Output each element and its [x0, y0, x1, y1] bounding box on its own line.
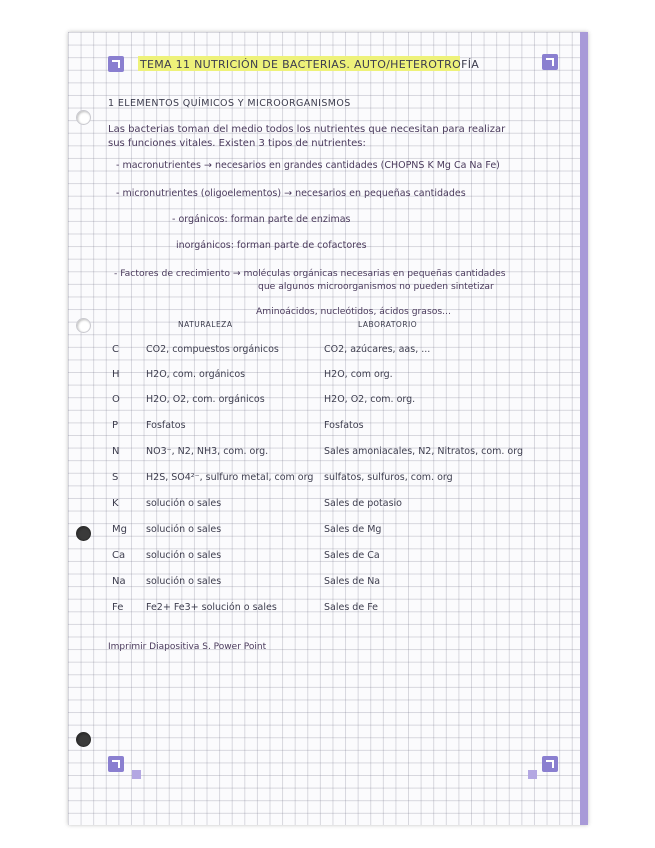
naturaleza-source: solución o sales: [146, 524, 222, 535]
binder-hole: [76, 318, 91, 333]
page-title: TEMA 11 NUTRICIÓN DE BACTERIAS. AUTO/HETEROTROFÍA: [140, 58, 480, 71]
bullet-growth-factors: - Factores de crecimiento → moléculas orgánicas necesarias en pequeñas cantidades: [114, 268, 506, 279]
binder-hole: [76, 110, 91, 125]
table-row: [68, 550, 568, 564]
naturaleza-source: CO2, compuestos orgánicos: [146, 344, 279, 355]
laboratorio-source: Fosfatos: [324, 420, 364, 431]
element-symbol: H: [112, 369, 120, 380]
bullet-organic: - orgánicos: forman parte de enzimas: [172, 214, 351, 225]
notebook-logo-icon: [108, 56, 124, 72]
element-symbol: Na: [112, 576, 126, 587]
laboratorio-source: Sales de Fe: [324, 602, 378, 613]
table-row: [68, 394, 568, 408]
notebook-logo-icon: [108, 756, 124, 772]
laboratorio-source: Sales de potasio: [324, 498, 402, 509]
element-symbol: Ca: [112, 550, 126, 561]
table-row: [68, 576, 568, 590]
notebook-logo-icon: [542, 54, 558, 70]
naturaleza-source: H2O, com. orgánicos: [146, 369, 246, 380]
notebook-sheet: [68, 32, 588, 825]
element-symbol: S: [112, 472, 119, 483]
naturaleza-source: H2O, O2, com. orgánicos: [146, 394, 265, 405]
element-symbol: P: [112, 420, 119, 431]
bullet-micronutrients: - micronutrientes (oligoelementos) → necesarios en pequeñas cantidades: [116, 188, 466, 199]
element-symbol: O: [112, 394, 120, 405]
intro-line-2: sus funciones vitales. Existen 3 tipos de nutrientes:: [108, 138, 366, 149]
element-symbol: N: [112, 446, 120, 457]
bullet-inorganic: inorgánicos: forman parte de cofactores: [176, 240, 367, 251]
corner-square: [132, 770, 141, 779]
naturaleza-source: Fe2+ Fe3+ solución o sales: [146, 602, 277, 613]
laboratorio-source: H2O, com org.: [324, 369, 393, 380]
table-row: [68, 524, 568, 538]
table-row: [68, 420, 568, 434]
naturaleza-source: solución o sales: [146, 576, 222, 587]
naturaleza-source: H2S, SO4²⁻, sulfuro metal, com org: [146, 472, 314, 483]
bullet-growth-factors-cont: que algunos microorganismos no pueden sintetizar: [258, 281, 494, 292]
laboratorio-source: Sales amoniacales, N2, Nitratos, com. org: [324, 446, 524, 457]
table-row: [68, 472, 568, 486]
bullet-macronutrients: - macronutrientes → necesarios en grandes cantidades (CHOPNS K Mg Ca Na Fe): [116, 160, 500, 171]
table-row: [68, 498, 568, 512]
table-row: [68, 602, 568, 616]
table-row: [68, 344, 568, 358]
column-header-laboratorio: LABORATORIO: [358, 320, 418, 329]
column-header-naturaleza: NATURALEZA: [178, 320, 233, 329]
corner-square: [528, 770, 537, 779]
element-symbol: C: [112, 344, 119, 355]
laboratorio-source: CO2, azúcares, aas, ...: [324, 344, 431, 355]
notebook-logo-icon: [542, 756, 558, 772]
naturaleza-source: Fosfatos: [146, 420, 186, 431]
laboratorio-source: Sales de Na: [324, 576, 381, 587]
table-row: [68, 446, 568, 460]
naturaleza-source: solución o sales: [146, 550, 222, 561]
footer-note: Imprimir Diapositiva S. Power Point: [108, 642, 267, 652]
growth-factor-examples: Aminoácidos, nucleótidos, ácidos grasos...: [256, 306, 451, 317]
laboratorio-source: Sales de Mg: [324, 524, 382, 535]
section-heading: 1 ELEMENTOS QUÍMICOS Y MICROORGANISMOS: [108, 98, 351, 109]
laboratorio-source: Sales de Ca: [324, 550, 380, 561]
table-row: [68, 369, 568, 383]
laboratorio-source: sulfatos, sulfuros, com. org: [324, 472, 453, 483]
naturaleza-source: NO3⁻, N2, NH3, com. org.: [146, 446, 269, 457]
element-symbol: Fe: [112, 602, 124, 613]
intro-line-1: Las bacterias toman del medio todos los nutrientes que necesitan para realizar: [108, 124, 506, 135]
element-symbol: Mg: [112, 524, 127, 535]
laboratorio-source: H2O, O2, com. org.: [324, 394, 416, 405]
naturaleza-source: solución o sales: [146, 498, 222, 509]
binder-hole: [76, 732, 91, 747]
element-symbol: K: [112, 498, 119, 509]
margin-bar: [580, 32, 588, 825]
